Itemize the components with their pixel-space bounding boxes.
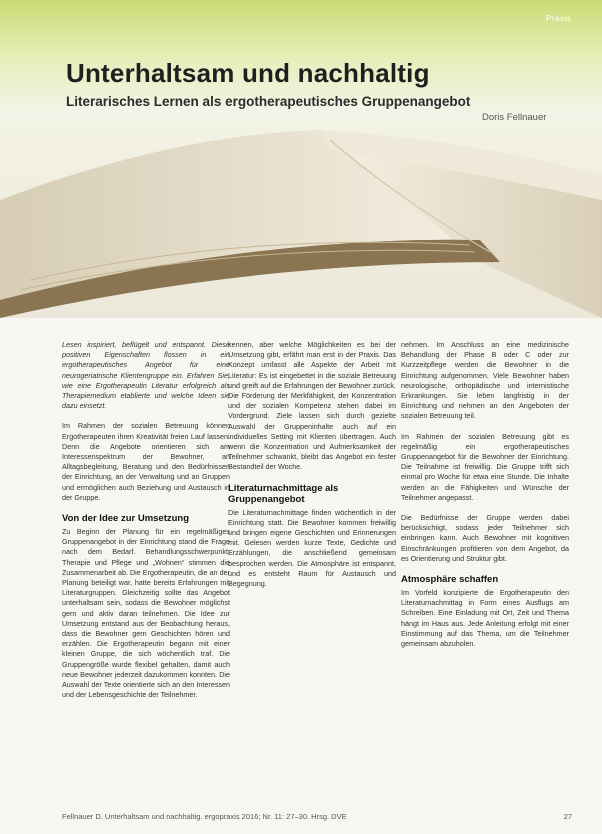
text-column-3 — [401, 340, 569, 659]
paragraph: Zu Beginn der Planung für ein regelmäßiges Gruppenangebot in der Einrichtung stand die Frage nach dem Bedarf. Behandlungsschwerpunkt, Therapie und Pflege und „Wohnen“ stimmen die Zusammenarbeit ab. Die Ergotherapeutin, die an der Planung beteiligt war, hatte bereits Erfahrungen mit Literaturgruppen. Gleichzeitig sollte das Angebot unterhaltsam sein, sodass die Bewohner möglichst gern und aktiv daran teilnehmen. Die Idee zur Umsetzung entstand aus der Beobachtung heraus, dass die Bewohner gern Geschichten hören und erzählen. Die Ergotherapeutin begann mit einer kleinen Gruppe, die sich wöchentlich traf. Die Gruppengröße wurde flexibel gehalten, damit auch neue Bewohner jederzeit dazukommen konnten. Die Auswahl der Texte orientierte sich an den Interessen und der Lebensgeschichte der Teilnehmer. — [62, 527, 230, 700]
section-heading: Literaturnachmittage als Gruppenangebot — [228, 482, 339, 505]
text-column-2 — [228, 340, 396, 599]
intro-paragraph: Lesen inspiriert, beflügelt und entspannt. Diese positiven Eigenschaften flossen in ein ergotherapeutisches Angebot für eine neurogeriatrische Klientengruppe ein. Erfahren Sie, wie eine Ergotherapeutin Literatur erfolgreich als Therapiemedium etablierte und welche Ideen sie dazu einsetzt. — [62, 340, 230, 411]
paragraph: Im Vorfeld konzipierte die Ergotherapeutin den Literaturnachmittag in Form eines Ausflugs am Schreiben. Eine Einladung mit Ort, Zeit und Thema hängt im Haus aus. Jede Anleitung erfolgt mit einer Einstimmung auf das Thema, um die Teilnehmer gemeinsam abzuholen. — [401, 588, 569, 649]
open-book-illustration — [0, 0, 602, 318]
page-footer — [62, 812, 572, 821]
text-column-1 — [62, 340, 230, 711]
section-heading: Von der Idee zur Umsetzung — [62, 513, 190, 525]
paragraph: Im Rahmen der sozialen Betreuung können Ergotherapeuten ihren Kreativität freien Lauf lassen. Denn die Angebote orientieren sich am Interessenspektrum der Bewohner, an Alltagsbegleitung, Beratung und den Bedürfnissen der Einrichtung, an der Verwaltung und an Gruppen und ermöglichen auch Beziehung und Austausch in der Gruppe. — [62, 421, 230, 502]
article-subtitle: Literarisches Lernen als ergotherapeutisches Gruppenangebot — [66, 94, 471, 109]
paragraph: Im Rahmen der sozialen Betreuung gibt es regelmäßig ein ergotherapeutisches Gruppenangebot für die Bewohner der Einrichtung. Die Teilnahme ist freiwillig. Die Gruppe trifft sich einmal pro Woche für etwa eine Stunde. Die Inhalte werden an die Fähigkeiten und Wünsche der Teilnehmer angepasst. — [401, 431, 569, 502]
article-title: Unterhaltsam und nachhaltig — [66, 58, 430, 88]
section-tag: Praxis — [546, 14, 572, 23]
paragraph: kennen, aber welche Möglichkeiten es bei der Umsetzung gibt, erfährt man erst in der Praxis. Das Konzept umfasst alle Aspekte der Arbeit mit Literatur: Es ist eingebettet in die soziale Betreuung und greift auf die Erfahrungen der Bewohner zurück. Die Förderung der Merkfähigkeit, der Konzentration und der sozialen Kompetenz stehen dabei im Vordergrund. Ziele lassen sich durch gezielte Auswahl der Gruppeninhalte auch auf ein individuelles Setting mit Klienten übertragen. Auch wenn die Konzentration und Aufmerksamkeit der Teilnehmer schwankt, bleibt das Angebot ein fester Bestandteil der Woche. — [228, 340, 396, 472]
paragraph: Die Bedürfnisse der Gruppe werden dabei berücksichtigt, sodass jeder Teilnehmer sich einbringen kann. Auch Bewohner mit kognitiven Einschränkungen profitieren von dem Angebot, da es Orientierung und Struktur gibt. — [401, 513, 569, 563]
paragraph: nehmen. Im Anschluss an eine medizinische Behandlung der Phase B oder C oder zur Kurzzeitpflege werden die Bewohner in die Einrichtung aufgenommen. Viele Bewohner haben neurologische, orthopädische und internistische Erkrankungen. Sie leben langfristig in der Einrichtung und nehmen an den Angeboten der sozialen Betreuung teil. — [401, 340, 569, 421]
section-heading: Atmosphäre schaffen — [401, 574, 499, 586]
hero-banner — [0, 0, 602, 318]
paragraph: Die Literaturnachmittage finden wöchentlich in der Einrichtung statt. Die Bewohner kommen freiwillig und bringen eigene Geschichten und Erinnerungen mit. Gelesen werden kurze Texte, Gedichte und Erzählungen, die anschließend gemeinsam besprochen werden. Die Atmosphäre ist entspannt, und es entsteht Raum für Austausch und Begegnung. — [228, 507, 396, 589]
author-name: Doris Fellnauer — [482, 112, 547, 123]
page-number: 27 — [563, 812, 572, 821]
citation: Fellnauer D. Unterhaltsam und nachhaltig. ergopraxis 2016; Nr. 11: 27–30. Hrsg. DVE — [62, 812, 347, 821]
